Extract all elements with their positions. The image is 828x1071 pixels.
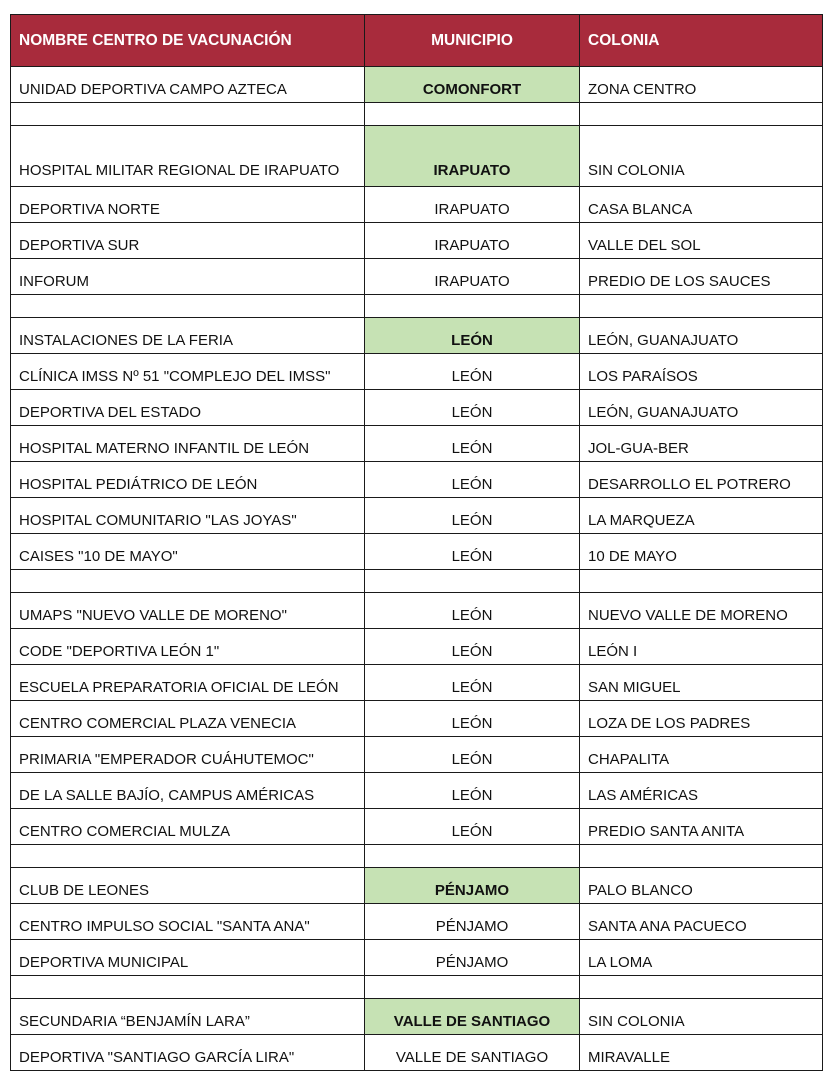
table-row xyxy=(11,1035,823,1071)
table-row xyxy=(11,126,823,187)
empty-cell xyxy=(365,976,580,999)
cell-nombre: INSTALACIONES DE LA FERIA xyxy=(11,318,365,354)
spacer-row xyxy=(11,103,823,126)
cell-municipio: LEÓN xyxy=(365,498,580,534)
table-row xyxy=(11,318,823,354)
table-row xyxy=(11,868,823,904)
table-row xyxy=(11,701,823,737)
table-row xyxy=(11,187,823,223)
cell-colonia: PALO BLANCO xyxy=(580,868,823,904)
empty-cell xyxy=(11,976,365,999)
cell-municipio: PÉNJAMO xyxy=(365,904,580,940)
header-nombre: NOMBRE CENTRO DE VACUNACIÓN xyxy=(11,15,365,67)
cell-colonia: PREDIO SANTA ANITA xyxy=(580,809,823,845)
cell-colonia: JOL-GUA-BER xyxy=(580,426,823,462)
cell-colonia: VALLE DEL SOL xyxy=(580,223,823,259)
cell-municipio: LEÓN xyxy=(365,629,580,665)
empty-cell xyxy=(580,976,823,999)
cell-municipio: LEÓN xyxy=(365,318,580,354)
cell-nombre: UMAPS "NUEVO VALLE DE MORENO" xyxy=(11,593,365,629)
vaccination-centers-table xyxy=(10,14,823,1071)
table-row xyxy=(11,223,823,259)
header-municipio: MUNICIPIO xyxy=(365,15,580,67)
cell-nombre: HOSPITAL COMUNITARIO "LAS JOYAS" xyxy=(11,498,365,534)
cell-colonia: LEÓN, GUANAJUATO xyxy=(580,390,823,426)
cell-nombre: DEPORTIVA MUNICIPAL xyxy=(11,940,365,976)
cell-colonia: SIN COLONIA xyxy=(580,999,823,1035)
cell-municipio: PÉNJAMO xyxy=(365,940,580,976)
cell-municipio: LEÓN xyxy=(365,665,580,701)
cell-municipio: VALLE DE SANTIAGO xyxy=(365,1035,580,1071)
table-header xyxy=(11,15,823,67)
cell-nombre: CENTRO IMPULSO SOCIAL "SANTA ANA" xyxy=(11,904,365,940)
cell-nombre: DE LA SALLE BAJÍO, CAMPUS AMÉRICAS xyxy=(11,773,365,809)
cell-colonia: SAN MIGUEL xyxy=(580,665,823,701)
empty-cell xyxy=(365,845,580,868)
cell-municipio: LEÓN xyxy=(365,701,580,737)
cell-nombre: ESCUELA PREPARATORIA OFICIAL DE LEÓN xyxy=(11,665,365,701)
empty-cell xyxy=(365,570,580,593)
cell-colonia: CHAPALITA xyxy=(580,737,823,773)
spacer-row xyxy=(11,976,823,999)
cell-municipio: IRAPUATO xyxy=(365,223,580,259)
cell-municipio: LEÓN xyxy=(365,534,580,570)
table-row xyxy=(11,809,823,845)
table-body xyxy=(11,67,823,1071)
empty-cell xyxy=(11,570,365,593)
table-row xyxy=(11,737,823,773)
cell-municipio: LEÓN xyxy=(365,737,580,773)
table-row xyxy=(11,354,823,390)
table-row xyxy=(11,773,823,809)
cell-municipio: LEÓN xyxy=(365,390,580,426)
cell-municipio: IRAPUATO xyxy=(365,126,580,187)
cell-municipio: IRAPUATO xyxy=(365,187,580,223)
cell-nombre: CENTRO COMERCIAL PLAZA VENECIA xyxy=(11,701,365,737)
cell-municipio: COMONFORT xyxy=(365,67,580,103)
cell-colonia: NUEVO VALLE DE MORENO xyxy=(580,593,823,629)
table-row xyxy=(11,665,823,701)
cell-colonia: LOZA DE LOS PADRES xyxy=(580,701,823,737)
cell-nombre: SECUNDARIA “BENJAMÍN LARA” xyxy=(11,999,365,1035)
cell-nombre: CODE "DEPORTIVA LEÓN 1" xyxy=(11,629,365,665)
cell-colonia: PREDIO DE LOS SAUCES xyxy=(580,259,823,295)
cell-nombre: DEPORTIVA NORTE xyxy=(11,187,365,223)
cell-colonia: LAS AMÉRICAS xyxy=(580,773,823,809)
empty-cell xyxy=(580,103,823,126)
cell-nombre: CENTRO COMERCIAL MULZA xyxy=(11,809,365,845)
cell-nombre: HOSPITAL PEDIÁTRICO DE LEÓN xyxy=(11,462,365,498)
table-row xyxy=(11,462,823,498)
table-row xyxy=(11,426,823,462)
cell-municipio: LEÓN xyxy=(365,593,580,629)
cell-colonia: SANTA ANA PACUECO xyxy=(580,904,823,940)
table-row xyxy=(11,67,823,103)
spacer-row xyxy=(11,570,823,593)
empty-cell xyxy=(365,103,580,126)
cell-nombre: DEPORTIVA "SANTIAGO GARCÍA LIRA" xyxy=(11,1035,365,1071)
table-row xyxy=(11,629,823,665)
cell-nombre: CAISES "10 DE MAYO" xyxy=(11,534,365,570)
cell-colonia: DESARROLLO EL POTRERO xyxy=(580,462,823,498)
cell-nombre: HOSPITAL MATERNO INFANTIL DE LEÓN xyxy=(11,426,365,462)
empty-cell xyxy=(580,295,823,318)
cell-municipio: LEÓN xyxy=(365,354,580,390)
cell-nombre: PRIMARIA "EMPERADOR CUÁHUTEMOC" xyxy=(11,737,365,773)
header-row xyxy=(11,15,823,67)
table-row xyxy=(11,259,823,295)
table-row xyxy=(11,593,823,629)
cell-colonia: MIRAVALLE xyxy=(580,1035,823,1071)
cell-municipio: IRAPUATO xyxy=(365,259,580,295)
table-row xyxy=(11,940,823,976)
empty-cell xyxy=(11,845,365,868)
cell-colonia: LA MARQUEZA xyxy=(580,498,823,534)
cell-municipio: LEÓN xyxy=(365,809,580,845)
cell-colonia: LEÓN, GUANAJUATO xyxy=(580,318,823,354)
table-row xyxy=(11,534,823,570)
cell-municipio: LEÓN xyxy=(365,462,580,498)
cell-nombre: HOSPITAL MILITAR REGIONAL DE IRAPUATO xyxy=(11,126,365,187)
table-row xyxy=(11,498,823,534)
cell-nombre: INFORUM xyxy=(11,259,365,295)
cell-nombre: DEPORTIVA SUR xyxy=(11,223,365,259)
cell-municipio: LEÓN xyxy=(365,773,580,809)
cell-colonia: LA LOMA xyxy=(580,940,823,976)
header-colonia: COLONIA xyxy=(580,15,823,67)
cell-nombre: UNIDAD DEPORTIVA CAMPO AZTECA xyxy=(11,67,365,103)
cell-municipio: PÉNJAMO xyxy=(365,868,580,904)
empty-cell xyxy=(11,295,365,318)
cell-nombre: DEPORTIVA DEL ESTADO xyxy=(11,390,365,426)
empty-cell xyxy=(365,295,580,318)
cell-colonia: 10 DE MAYO xyxy=(580,534,823,570)
table-row xyxy=(11,999,823,1035)
cell-municipio: VALLE DE SANTIAGO xyxy=(365,999,580,1035)
table-row xyxy=(11,390,823,426)
table-row xyxy=(11,904,823,940)
cell-colonia: LEÓN I xyxy=(580,629,823,665)
empty-cell xyxy=(580,845,823,868)
cell-municipio: LEÓN xyxy=(365,426,580,462)
cell-colonia: LOS PARAÍSOS xyxy=(580,354,823,390)
cell-colonia: ZONA CENTRO xyxy=(580,67,823,103)
cell-colonia: SIN COLONIA xyxy=(580,126,823,187)
cell-colonia: CASA BLANCA xyxy=(580,187,823,223)
spacer-row xyxy=(11,845,823,868)
spacer-row xyxy=(11,295,823,318)
empty-cell xyxy=(11,103,365,126)
empty-cell xyxy=(580,570,823,593)
cell-nombre: CLÍNICA IMSS Nº 51 "COMPLEJO DEL IMSS" xyxy=(11,354,365,390)
cell-nombre: CLUB DE LEONES xyxy=(11,868,365,904)
